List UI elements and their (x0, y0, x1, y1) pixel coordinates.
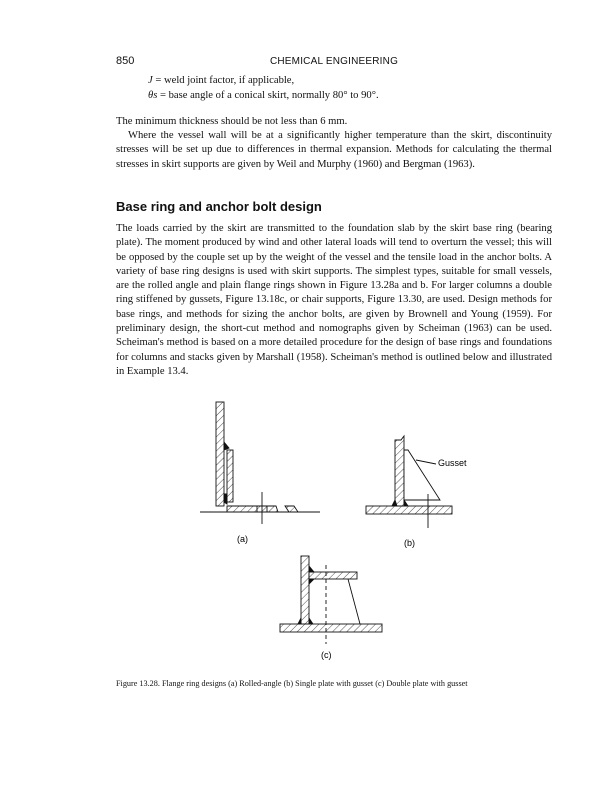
diagram-c (280, 556, 382, 644)
definition-symbol: θs (148, 90, 158, 101)
paragraph-thermal (116, 129, 552, 172)
top-ring-plate (309, 572, 357, 579)
label-c: (c) (321, 650, 332, 660)
gusset-plate (404, 450, 440, 500)
paragraph-base-ring (116, 222, 552, 379)
definition-text: = weld joint factor, if applicable, (152, 75, 295, 86)
base-plate (366, 506, 452, 514)
page-header (116, 55, 552, 69)
running-title: CHEMICAL ENGINEERING (269, 56, 399, 67)
gusset-label: Gusset (438, 458, 467, 468)
definition-row (148, 88, 379, 103)
weld (404, 500, 408, 506)
paragraph-min-thickness (116, 115, 552, 129)
section-heading: Base ring and anchor bolt design (116, 199, 322, 214)
weld (309, 579, 314, 584)
gusset-edge (348, 579, 360, 624)
skirt-wall (301, 556, 309, 624)
paragraph-text: The minimum thickness should be not less than 6 mm. (116, 116, 348, 127)
weld (224, 442, 229, 450)
definition-symbol: J (148, 75, 153, 86)
weld (298, 618, 301, 624)
gusset-leader (416, 460, 436, 464)
weld (309, 618, 313, 624)
angle-vertical-leg (227, 450, 233, 502)
paragraph-text: The loads carried by the skirt are transmitted to the foundation slab by the skirt base ring (bearing plate). The moment produced by wind and other lateral loads will tend to overturn the vessel; this will be opposed by the couple set up by the weight of the vessel and the tensile load in the anchor bolts. A variety of base ring designs is used with skirt supports. The simplest types, suitable for small vessels, are the rolled angle and plain flange rings shown in Figure 13.28a and b. For larger columns a double ring stiffened by gussets, Figure 13.18c, or chair supports, Figure 13.30, are used. Design methods for base rings, and methods for sizing the anchor bolts, are given by Brownell and Young (1959). For preliminary design, the short-cut method and nomographs given by Scheiman (1963) can be used. Scheiman's method is based on a more detailed procedure for the design of base rings and foundations for columns and stacks given by Marshall (1958). Scheiman's method is outlined below and illustrated in Example 13.4. (116, 223, 552, 377)
paragraph-text: Where the vessel wall will be at a significantly higher temperature than the skirt, discontinuity stresses will be set up due to differences in thermal expansion. Methods for calculating the thermal stresses in skirt supports are given by Weil and Murphy (1960) and Bergman (1963). (116, 130, 552, 170)
flange-ring-figure (190, 378, 490, 668)
angle-horizontal-leg (227, 506, 278, 512)
figure-caption: Figure 13.28. Flange ring designs (a) Rolled-angle (b) Single plate with gusset (c) Double plate with gusset (116, 679, 468, 688)
definition-row (148, 73, 379, 88)
definition-list (148, 73, 379, 103)
page-number: 850 (116, 55, 135, 67)
label-a: (a) (237, 534, 248, 544)
definition-text: = base angle of a conical skirt, normally 80° to 90°. (157, 90, 379, 101)
skirt-wall (395, 436, 404, 506)
skirt-wall (216, 402, 224, 506)
diagram-a (200, 402, 320, 524)
angle-end (285, 506, 298, 512)
weld (309, 566, 314, 572)
weld (224, 494, 227, 504)
label-b: (b) (404, 538, 415, 548)
base-plate (280, 624, 382, 632)
diagram-b (366, 436, 452, 528)
